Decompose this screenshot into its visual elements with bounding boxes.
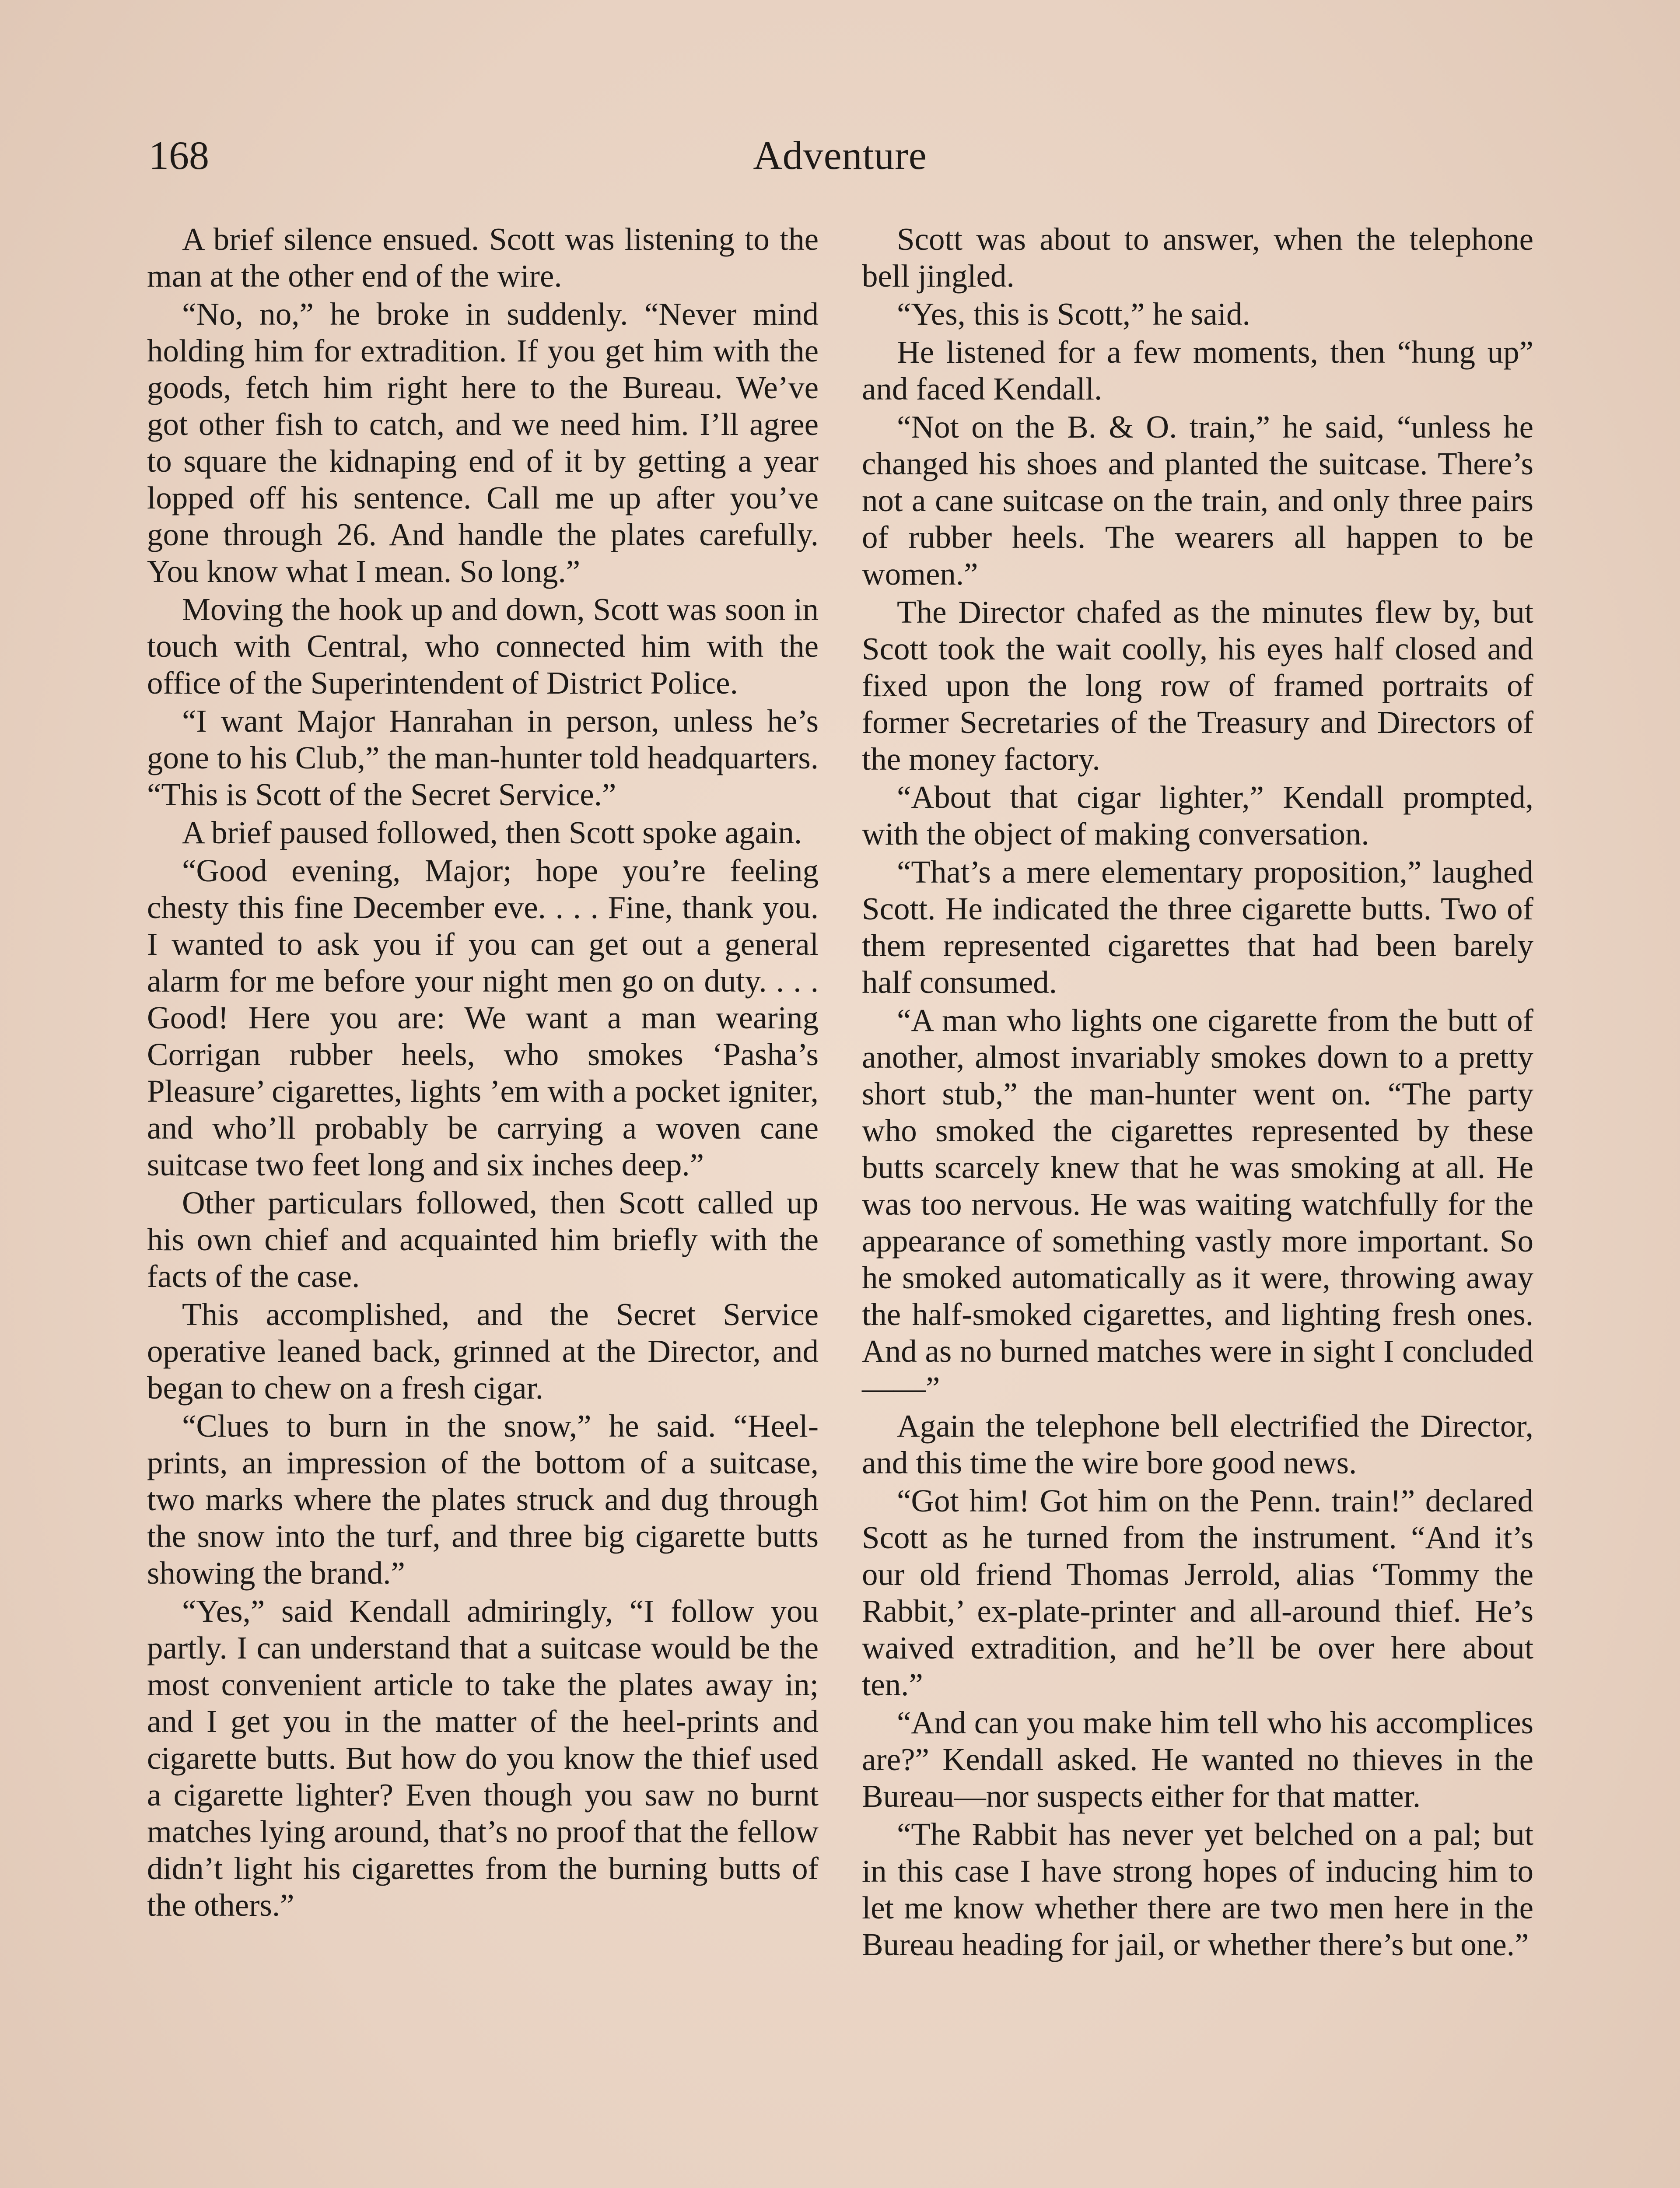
paragraph: Other particulars followed, then Scott called up his own chief and acquainted him briefly with the facts of the case. bbox=[147, 1185, 819, 1294]
paragraph: The Director chafed as the minutes flew by, but Scott took the wait coolly, his eyes half closed and fixed upon the long row of framed portraits of former Secretaries of the Treasury and Directors of the money factory. bbox=[862, 594, 1533, 777]
paragraph: A brief paused followed, then Scott spoke again. bbox=[182, 815, 802, 850]
paragraph: Moving the hook up and down, Scott was soon in touch with Central, who connected him with the office of the Superintendent of District Police. bbox=[147, 592, 819, 701]
paragraph: “That’s a mere elementary proposition,” laughed Scott. He indicated the three cigarette butts. Two of them represented cigarettes that had been barely half consumed. bbox=[862, 854, 1533, 1000]
paragraph: “No, no,” he broke in suddenly. “Never mind holding him for extradition. If you get him with the goods, fetch him right here to the Bureau. We’ve got other fish to catch, and we need him. I’ll agree to square the kidnaping end of it by getting a year lopped off his sentence. Call me up after you’ve gone through 26. And handle the plates carefully. You know what I mean. So long.” bbox=[147, 296, 819, 589]
paragraph: “Got him! Got him on the Penn. train!” declared Scott as he turned from the instrument. “And it’s our old friend Thomas Jerrold, alias ‘Tommy the Rabbit,’ ex-plate-printer and all-around thief. He’s waived extradition, and he’ll be over here about ten.” bbox=[862, 1483, 1533, 1702]
paragraph: Again the telephone bell electrified the Director, and this time the wire bore good news. bbox=[862, 1408, 1533, 1480]
page-number: 168 bbox=[149, 133, 209, 178]
right-column bbox=[862, 221, 1533, 1964]
paragraph: “Good evening, Major; hope you’re feeling chesty this fine December eve. . . . Fine, thank you. I wanted to ask you if you can get out a general alarm for me before your night men go on duty. . . . Good! Here you are: We want a man wearing Corrigan rubber heels, who smokes ‘Pasha’s Pleasure’ cigarettes, lights ’em with a pocket igniter, and who’ll probably be carrying a woven cane suitcase two feet long and six inches deep.” bbox=[147, 853, 819, 1182]
paragraph: “The Rabbit has never yet belched on a pal; but in this case I have strong hopes of inducing him to let me know whether there are two men here in the Bureau heading for jail, or whether there’s but one.” bbox=[862, 1816, 1533, 1962]
paragraph: “Yes, this is Scott,” he said. bbox=[897, 296, 1250, 332]
paragraph: A brief silence ensued. Scott was listening to the man at the other end of the wire. bbox=[147, 221, 819, 294]
paragraph: “Not on the B. & O. train,” he said, “unless he changed his shoes and planted the suitcase. There’s not a cane suitcase on the train, and only three pairs of rubber heels. The wearers all happen to be women.” bbox=[862, 409, 1533, 592]
paragraph: “Clues to burn in the snow,” he said. “Heel-prints, an impression of the bottom of a suitcase, two marks where the plates struck and dug through the snow into the turf, and three big cigarette butts showing the brand.” bbox=[147, 1408, 819, 1591]
paragraph: “I want Major Hanrahan in person, unless he’s gone to his Club,” the man-hunter told headquarters. “This is Scott of the Secret Service.” bbox=[147, 703, 819, 812]
paragraph: “About that cigar lighter,” Kendall prompted, with the object of making conversation. bbox=[862, 779, 1533, 852]
paragraph: “A man who lights one cigarette from the butt of another, almost invariably smokes down to a pretty short stub,” the man-hunter went on. “The party who smoked the cigarettes represented by these butts scarcely knew that he was smoking at all. He was too nervous. He was waiting watchfully for the appearance of something vastly more important. So he smoked automatically as it were, throwing away the half-smoked cigarettes, and lighting fresh ones. And as no burned matches were in sight I concluded——” bbox=[862, 1003, 1533, 1406]
paragraph: He listened for a few moments, then “hung up” and faced Kendall. bbox=[862, 334, 1533, 407]
paragraph: This accomplished, and the Secret Service operative leaned back, grinned at the Director, and began to chew on a fresh cigar. bbox=[147, 1297, 819, 1406]
running-head: Adventure bbox=[753, 133, 927, 178]
paragraph: “And can you make him tell who his accomplices are?” Kendall asked. He wanted no thieves in the Bureau—nor suspects either for that matter. bbox=[862, 1705, 1533, 1814]
left-column bbox=[147, 221, 819, 1925]
page-header bbox=[149, 129, 1531, 186]
paragraph: Scott was about to answer, when the telephone bell jingled. bbox=[862, 221, 1533, 294]
paragraph: “Yes,” said Kendall admiringly, “I follow you partly. I can understand that a suitcase would be the most convenient article to take the plates away in; and I get you in the matter of the heel-prints and cigarette butts. But how do you know the thief used a cigarette lighter? Even though you saw no burnt matches lying around, that’s no proof that the fellow didn’t light his cigarettes from the burning butts of the others.” bbox=[147, 1593, 819, 1923]
